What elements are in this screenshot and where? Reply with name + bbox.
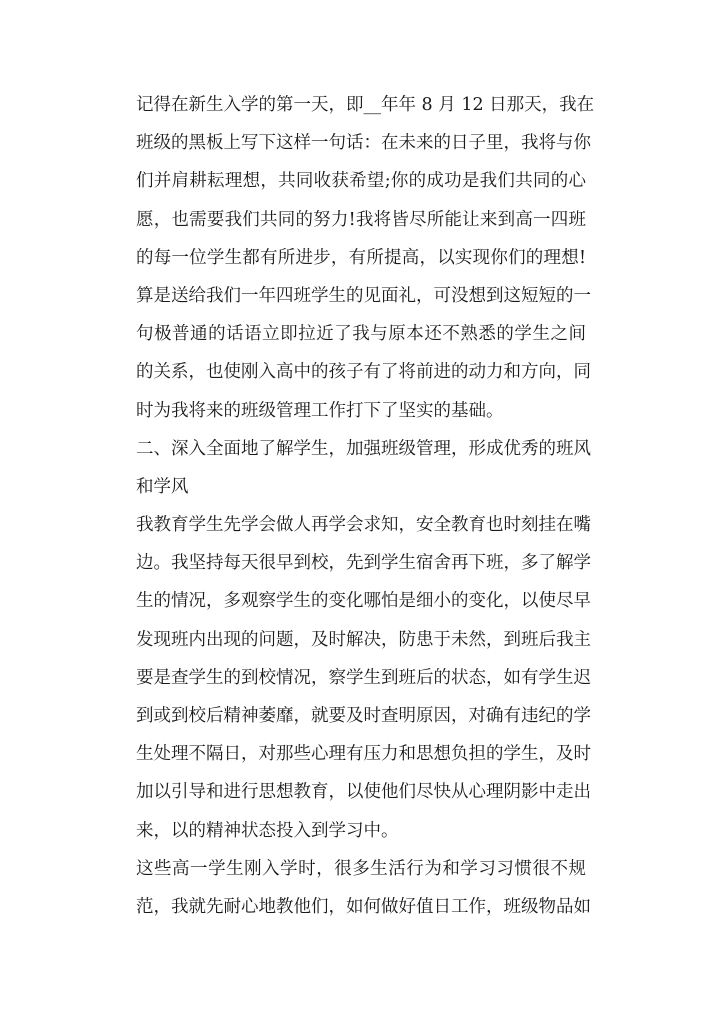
text-line: 发现班内出现的问题，及时解决，防患于未然，到班后我主 [136,629,591,650]
text-line: 到或到校后精神萎靡，就要及时查明原因，对确有违纪的学 [136,706,591,726]
text-line: 生处理不隔日，对那些心理有压力和思想负担的学生，及时 [136,744,591,765]
text-line: 班级的黑板上写下这样一句话：在未来的日子里，我将与你 [136,133,591,154]
text-line: 算是送给我们一年四班学生的见面礼，可没想到这短短的一 [136,285,591,306]
text-line: 的关系，也使刚入高中的孩子有了将前进的动力和方向，同 [136,362,591,383]
text-line: 这些高一学生刚入学时，很多生活行为和学习习惯很不规 [136,858,586,879]
text-line: 的每一位学生都有所进步，有所提高，以实现你们的理想! [136,247,586,268]
text-line: 句极普通的话语立即拉近了我与原本还不熟悉的学生之间 [136,324,586,345]
text-line: 来，以的精神状态投入到学习中。 [136,820,399,841]
document-body [136,86,595,926]
section-heading-line: 二、深入全面地了解学生，加强班级管理，形成优秀的班风 [136,438,591,459]
text-line: 范，我就先耐心地教他们，如何做好值日工作，班级物品如 [136,896,591,917]
text-line: 我教育学生先学会做人再学会求知，安全教育也时刻挂在嘴 [136,515,591,536]
text-line: 加以引导和进行思想教育，以使他们尽快从心理阴影中走出 [136,782,591,803]
text-line: 边。我坚持每天很早到校，先到学生宿舍再下班，多了解学 [136,553,591,574]
text-line: 生的情况，多观察学生的变化哪怕是细小的变化，以使尽早 [136,591,591,612]
text-line: 们并肩耕耘理想，共同收获希望;你的成功是我们共同的心 [136,171,586,192]
text-line: 愿，也需要我们共同的努力!我将皆尽所能让来到高一四班 [136,209,586,230]
section-heading-line: 和学风 [136,476,189,497]
text-line: 时为我将来的班级管理工作打下了坚实的基础。 [136,400,504,421]
text-line: 要是查学生的到校情况，察学生到班后的状态，如有学生迟 [136,667,591,688]
text-line: 记得在新生入学的第一天，即__年年 8 月 12 日那天，我在 [136,95,595,115]
